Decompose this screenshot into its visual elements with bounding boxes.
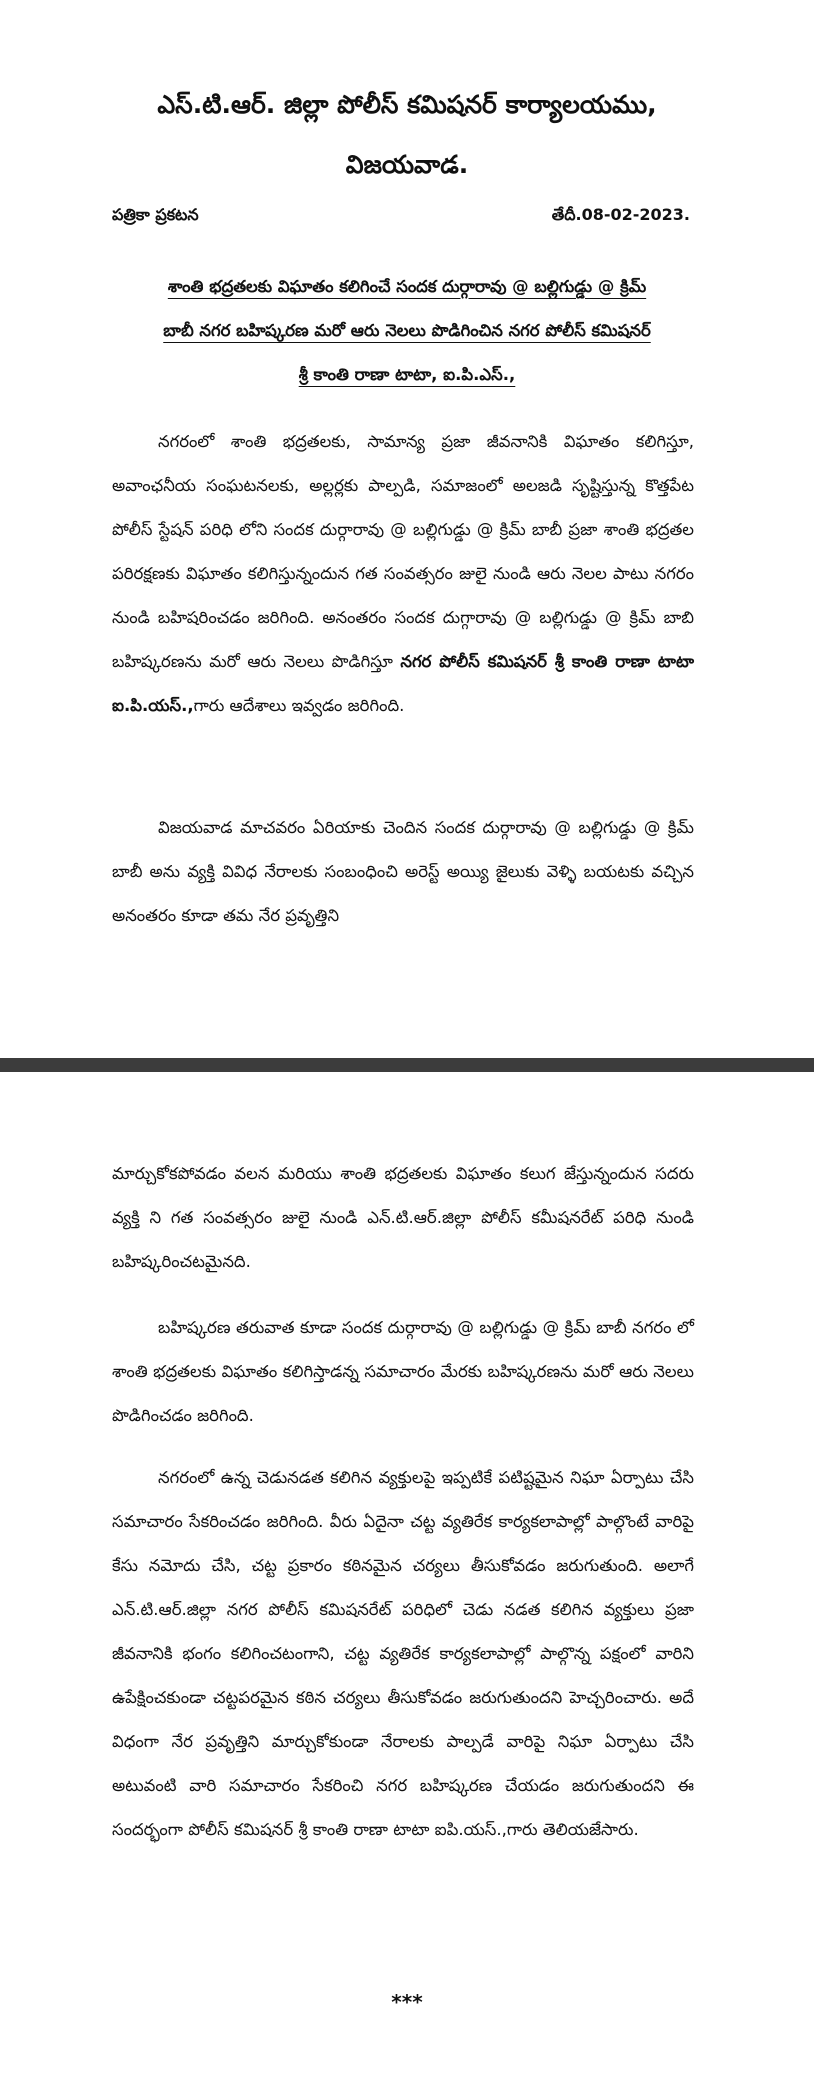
page-divider xyxy=(0,1058,814,1072)
paragraph-2 xyxy=(112,806,694,938)
paragraph-1-tail: గారు ఆదేశాలు ఇవ్వడం జరిగింది. xyxy=(193,696,405,715)
press-release-label: పత్రికా ప్రకటన xyxy=(112,205,199,224)
paragraph-1 xyxy=(112,420,694,728)
paragraph-1-commissioner: నగర పోలీస్ కమిషనర్ శ్రీ కాంతి రాణా టాటా ఐ.పి.యస్., xyxy=(112,652,694,715)
paragraph-5 xyxy=(112,1456,694,1852)
city-title: విజయవాడ. xyxy=(345,150,469,179)
page-2 xyxy=(0,1072,814,2082)
office-title: ఎస్.టి.ఆర్. జిల్లా పోలీస్ కమిషనర్ కార్యాలయము, xyxy=(157,90,657,119)
paragraph-5-text: నగరంలో ఉన్న చెడునడత కలిగిన వ్యక్తులపై ఇప్పటికే పటిష్టమైన నిఘా ఏర్పాటు చేసి సమాచారం సేకరించడం జరిగింది. వీరు ఏదైనా చట్ట వ్యతిరేక కార్యకలాపాల్లో పాల్గొంటే వారిపై కేసు నమోదు చేసి, చట్ట ప్రకారం కఠినమైన చర్యలు తీసుకోవడం జరుగుతుంది. అలాగే ఎన్.టి.ఆర్.జిల్లా నగర పోలీస్ కమిషనరేట్ పరిధిలో చెడు నడత కలిగిన వ్యక్తులు ప్రజా జీవనానికి భంగం కలిగించటంగాని, చట్ట వ్యతిరేక కార్యకలాపాల్లో పాల్గొన్న పక్షంలో వారిని ఉపేక్షించకుండా చట్టపరమైన కఠిన చర్యలు తీసుకోవడం జరుగుతుందని హెచ్చరించారు. అదే విధంగా నేర ప్రవృత్తిని మార్చుకోకుండా నేరాలకు పాల్పడే వారిపై నిఘా ఏర్పాటు చేసి అటువంటి వారి సమాచారం సేకరించి నగర బహిష్కరణ చేయడం జరుగుతుందని ఈ సందర్భంగా పోలీస్ కమిషనర్ శ్రీ కాంతి రాణా టాటా ఐపి.యస్.,గారు తెలియజేసారు. xyxy=(112,1468,694,1839)
paragraph-4-text: బహిష్కరణ తరువాత కూడా సందక దుర్గారావు @ బల్లిగుడ్డు @ క్రిమ్ బాబీ నగరం లో శాంతి భద్రతలకు విఘాతం కలిగిస్తాడన్న సమాచారం మేరకు బహిష్కరణను మరో ఆరు నెలలు పొడిగించడం జరిగింది. xyxy=(112,1318,694,1425)
paragraph-3 xyxy=(112,1152,694,1284)
paragraph-1-text: నగరంలో శాంతి భద్రతలకు, సామాన్య ప్రజా జీవనానికి విఘాతం కలిగిస్తూ, అవాంఛనీయ సంఘటనలకు, అల్లర్లకు పాల్పడి, సమాజంలో అలజడి సృష్టిస్తున్న కొత్తపేట పోలీస్ స్టేషన్ పరిధి లోని సందక దుర్గారావు @ బల్లిగుడ్డు @ క్రిమ్ బాబీ ప్రజా శాంతి భద్రతల పరిరక్షణకు విఘాతం కలిగిస్తున్నందున గత సంవత్సరం జులై నుండి ఆరు నెలల పాటు నగరం నుండి బహిషరించడం జరిగింది. అనంతరం సందక దుగ్గారావు @ బల్లిగుడ్డు @ క్రిమ్ బాబి బహిష్కరణను మరో ఆరు నెలలు పొడిగిస్తూ xyxy=(112,432,694,671)
paragraph-4 xyxy=(112,1306,694,1438)
paragraph-2-text: విజయవాడ మాచవరం ఏరియాకు చెందిన సందక దుర్గారావు @ బల్లిగుడ్డు @ క్రిమ్ బాబీ అను వ్యక్తి వివిధ నేరాలకు సంబంధించి అరెస్ట్ అయ్యి జైలుకు వెళ్ళి బయటకు వచ్చిన అనంతరం కూడా తమ నేర ప్రవృత్తిని xyxy=(112,818,694,925)
headline xyxy=(112,265,702,397)
paragraph-3-text: మార్చుకోకపోవడం వలన మరియు శాంతి భద్రతలకు విఘాతం కలుగ జేస్తున్నందున సదరు వ్యక్తి ని గత సంవత్సరం జులై నుండి ఎన్.టి.ఆర్.జిల్లా పోలీస్ కమీషనరేట్ పరిధి నుండి బహిష్కరించటమైనది. xyxy=(112,1164,694,1271)
headline-line-1: శాంతి భద్రతలకు విఘాతం కలిగించే సందక దుర్గారావు @ బల్లిగుడ్డు @ క్రిమ్ xyxy=(167,277,647,296)
release-date: తేదీ.08-02-2023. xyxy=(551,205,690,224)
headline-line-2: బాబీ నగర బహిష్కరణ మరో ఆరు నెలలు పొడిగించిన నగర పోలీస్ కమిషనర్ xyxy=(163,321,651,340)
headline-line-3: శ్రీ కాంతి రాణా టాటా, ఐ.పి.ఎస్., xyxy=(298,365,516,384)
end-mark: *** xyxy=(391,1990,423,2014)
